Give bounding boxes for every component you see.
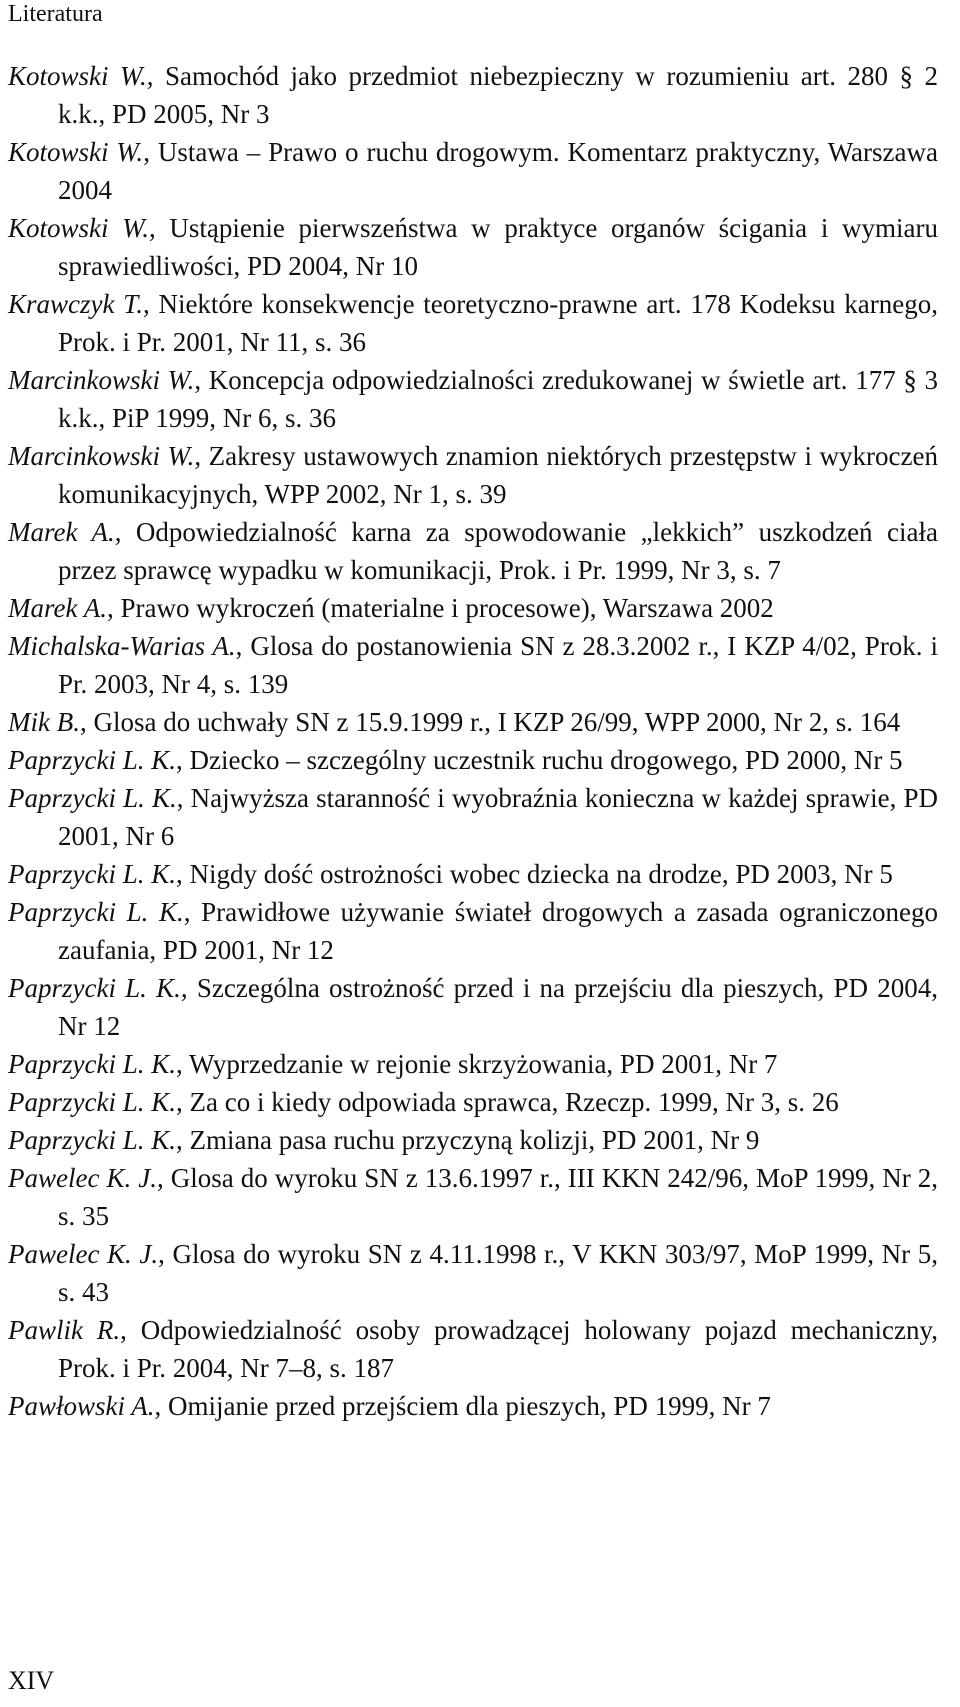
entry-author: Paprzycki L. K.	[8, 1049, 176, 1079]
entry-citation: , Prawo wykroczeń (materialne i procesowe), Warszawa 2002	[106, 593, 774, 623]
running-header: Literatura	[8, 1, 103, 27]
entry-author: Kotowski W.	[8, 61, 147, 91]
entry-author: Paprzycki L. K.	[8, 1087, 176, 1117]
entry-citation: , Zakresy ustawowych znamion niektórych przestępstw i wykroczeń komunikacyjnych, WPP 2002, Nr 1, s. 39	[58, 441, 938, 509]
entry-citation: , Odpowiedzialność karna za spowodowanie „lekkich” uszkodzeń ciała przez sprawcę wypadku w komunikacji, Prok. i Pr. 1999, Nr 3, s. 7	[58, 517, 938, 585]
bibliography-entry	[8, 285, 938, 361]
entry-citation: , Niektóre konsekwencje teoretyczno-prawne art. 178 Kodeksu karnego, Prok. i Pr. 2001, Nr 11, s. 36	[58, 289, 938, 357]
entry-citation: , Zmiana pasa ruchu przyczyną kolizji, PD 2001, Nr 9	[176, 1125, 760, 1155]
entry-author: Paprzycki L. K.	[8, 1125, 176, 1155]
entry-citation: , Dziecko – szczególny uczestnik ruchu drogowego, PD 2000, Nr 5	[176, 745, 903, 775]
entry-citation: , Samochód jako przedmiot niebezpieczny w rozumieniu art. 280 § 2 k.k., PD 2005, Nr 3	[58, 61, 939, 129]
bibliography-entry	[8, 703, 938, 741]
bibliography-entry	[8, 741, 938, 779]
entry-citation: , Glosa do wyroku SN z 13.6.1997 r., III KKN 242/96, MoP 1999, Nr 2, s. 35	[58, 1163, 938, 1231]
entry-citation: , Ustawa – Prawo o ruchu drogowym. Komentarz praktyczny, Warszawa 2004	[58, 137, 938, 205]
entry-citation: , Odpowiedzialność osoby prowadzącej holowany pojazd mechaniczny, Prok. i Pr. 2004, Nr 7–8, s. 187	[58, 1315, 939, 1383]
entry-author: Pawlik R.	[8, 1315, 121, 1345]
bibliography-entry	[8, 209, 938, 285]
entry-citation: , Wyprzedzanie w rejonie skrzyżowania, PD 2001, Nr 7	[176, 1049, 778, 1079]
entry-citation: , Prawidłowe używanie świateł drogowych a zasada ograniczonego zaufania, PD 2001, Nr 12	[58, 897, 938, 965]
entry-citation: , Szczególna ostrożność przed i na przejściu dla pieszych, PD 2004, Nr 12	[58, 973, 938, 1041]
entry-citation: , Glosa do postanowienia SN z 28.3.2002 r., I KZP 4/02, Prok. i Pr. 2003, Nr 4, s. 139	[58, 631, 938, 699]
entry-author: Paprzycki L. K.	[8, 859, 176, 889]
entry-author: Marcinkowski W.	[8, 441, 195, 471]
entry-citation: , Nigdy dość ostrożności wobec dziecka na drodze, PD 2003, Nr 5	[176, 859, 893, 889]
bibliography-entry	[8, 893, 938, 969]
bibliography-entry	[8, 1121, 938, 1159]
entry-author: Marek A.	[8, 593, 107, 623]
bibliography-entry	[8, 513, 938, 589]
entry-citation: , Koncepcja odpowiedzialności zredukowanej w świetle art. 177 § 3 k.k., PiP 1999, Nr 6, s. 36	[58, 365, 939, 433]
bibliography-entry	[8, 133, 938, 209]
bibliography-entry	[8, 1387, 938, 1425]
entry-author: Paprzycki L. K.	[8, 973, 181, 1003]
entry-author: Pawelec K. J.	[8, 1163, 157, 1193]
entry-author: Paprzycki L. K.	[8, 745, 176, 775]
entry-author: Michalska-Warias A.	[8, 631, 236, 661]
page-number: XIV	[8, 1666, 55, 1695]
bibliography-entry	[8, 57, 938, 133]
entry-citation: , Omijanie przed przejściem dla pieszych, PD 1999, Nr 7	[154, 1391, 771, 1421]
bibliography-entry	[8, 361, 938, 437]
entry-author: Marcinkowski W.	[8, 365, 195, 395]
entry-citation: , Najwyższa staranność i wyobraźnia konieczna w każdej sprawie, PD 2001, Nr 6	[58, 783, 938, 851]
bibliography-list	[8, 57, 938, 1425]
bibliography-entry	[8, 855, 938, 893]
entry-author: Kotowski W.	[8, 213, 149, 243]
entry-author: Kotowski W.	[8, 137, 144, 167]
entry-citation: , Ustąpienie pierwszeństwa w praktyce organów ścigania i wymiaru sprawiedliwości, PD 2004, Nr 10	[58, 213, 938, 281]
bibliography-entry	[8, 1159, 938, 1235]
bibliography-entry	[8, 1045, 938, 1083]
bibliography-entry	[8, 1311, 938, 1387]
entry-citation: , Glosa do uchwały SN z 15.9.1999 r., I KZP 26/99, WPP 2000, Nr 2, s. 164	[79, 707, 901, 737]
entry-author: Pawłowski A.	[8, 1391, 155, 1421]
bibliography-entry	[8, 589, 938, 627]
bibliography-entry	[8, 627, 938, 703]
entry-author: Mik B.	[8, 707, 80, 737]
entry-author: Marek A.	[8, 517, 115, 547]
entry-author: Pawelec K. J.	[8, 1239, 159, 1269]
entry-author: Paprzycki L. K.	[8, 897, 184, 927]
bibliography-entry	[8, 437, 938, 513]
entry-citation: , Glosa do wyroku SN z 4.11.1998 r., V KKN 303/97, MoP 1999, Nr 5, s. 43	[58, 1239, 938, 1307]
bibliography-entry	[8, 1083, 938, 1121]
bibliography-entry	[8, 1235, 938, 1311]
entry-author: Krawczyk T.	[8, 289, 143, 319]
entry-author: Paprzycki L. K.	[8, 783, 177, 813]
bibliography-entry	[8, 779, 938, 855]
entry-citation: , Za co i kiedy odpowiada sprawca, Rzeczp. 1999, Nr 3, s. 26	[176, 1087, 839, 1117]
bibliography-entry	[8, 969, 938, 1045]
